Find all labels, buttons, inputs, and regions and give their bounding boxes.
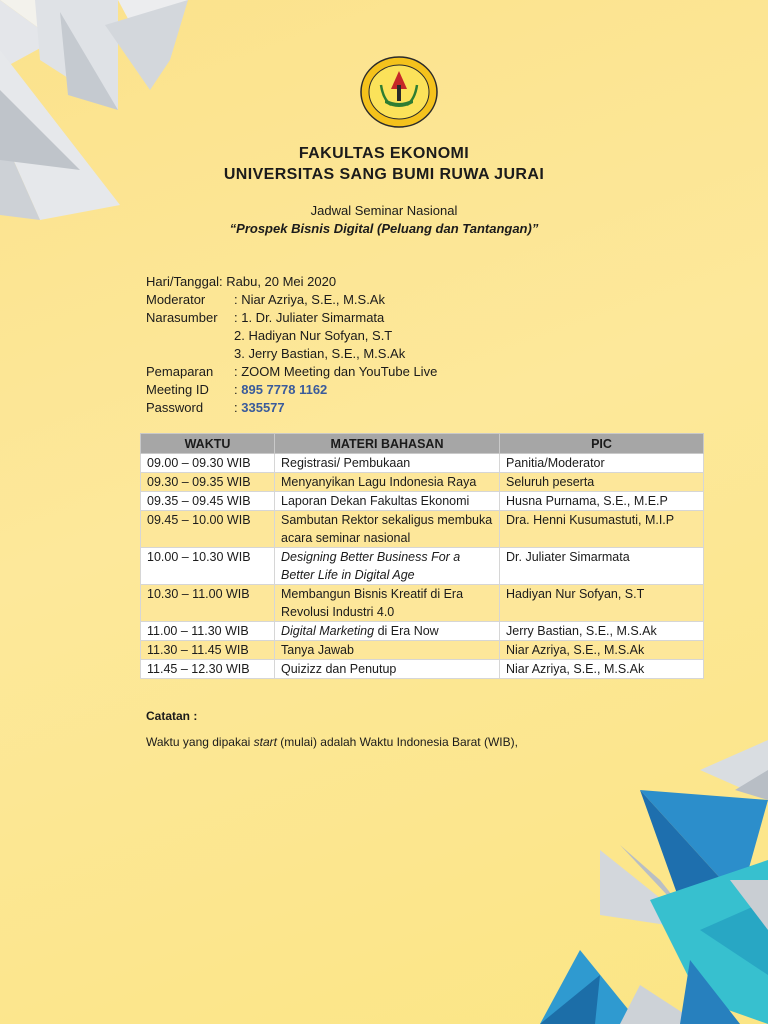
notes-text-after: (mulai) adalah Waktu Indonesia Barat (WIB),	[276, 735, 518, 749]
time-cell: 10.00 – 10.30 WIB	[141, 548, 275, 585]
date-row	[146, 273, 437, 291]
pic-cell: Niar Azriya, S.E., M.S.Ak	[500, 641, 704, 660]
topic-rest: di Era Now	[374, 624, 439, 638]
pic-cell: Husna Purnama, S.E., M.E.P	[500, 492, 704, 511]
topic-cell: Laporan Dekan Fakultas Ekonomi	[275, 492, 500, 511]
table-row	[141, 492, 704, 511]
table-row	[141, 454, 704, 473]
meeting-id-row	[146, 381, 437, 399]
faculty-title: FAKULTAS EKONOMI	[298, 145, 470, 162]
moderator-value: : Niar Azriya, S.E., M.S.Ak	[234, 292, 385, 307]
pic-cell: Panitia/Moderator	[500, 454, 704, 473]
password-label: Password	[146, 400, 204, 415]
speaker-1: : 1. Dr. Juliater Simarmata	[234, 310, 385, 325]
time-cell: 11.00 – 11.30 WIB	[141, 622, 275, 641]
platform-label: Pemaparan	[146, 364, 214, 379]
topic-cell: Membangun Bisnis Kreatif di Era Revolusi Industri 4.0	[275, 585, 500, 622]
table-row	[141, 585, 704, 622]
table-row	[141, 548, 704, 585]
topic-cell: Sambutan Rektor sekaligus membuka acara seminar nasional	[275, 511, 500, 548]
time-cell: 09.45 – 10.00 WIB	[141, 511, 275, 548]
meeting-id-colon: :	[234, 382, 238, 397]
topic-cell: Quizizz dan Penutup	[275, 660, 500, 679]
date-label: Hari/Tanggal:	[146, 274, 223, 289]
password-colon: :	[234, 400, 238, 415]
time-cell: 09.00 – 09.30 WIB	[141, 454, 275, 473]
topic-cell: Designing Better Business For a Better Life in Digital Age	[275, 548, 500, 585]
table-row	[141, 641, 704, 660]
pic-cell: Jerry Bastian, S.E., M.S.Ak	[500, 622, 704, 641]
pic-cell: Dr. Juliater Simarmata	[500, 548, 704, 585]
header-pic: PIC	[500, 434, 704, 454]
time-cell: 10.30 – 11.00 WIB	[141, 585, 275, 622]
pic-cell: Hadiyan Nur Sofyan, S.T	[500, 585, 704, 622]
notes-title: Catatan :	[146, 709, 198, 723]
university-title: UNIVERSITAS SANG BUMI RUWA JURAI	[223, 166, 545, 183]
schedule-table	[140, 433, 704, 679]
date-value: Rabu, 20 Mei 2020	[226, 274, 337, 289]
pic-cell: Dra. Henni Kusumastuti, M.I.P	[500, 511, 704, 548]
table-row	[141, 660, 704, 679]
topic-cell: Registrasi/ Pembukaan	[275, 454, 500, 473]
password-row	[146, 399, 437, 417]
schedule-subtitle: Jadwal Seminar Nasional	[310, 203, 458, 218]
speaker-2: 2. Hadiyan Nur Sofyan, S.T	[234, 328, 393, 343]
topic-cell: Tanya Jawab	[275, 641, 500, 660]
moderator-row	[146, 291, 437, 309]
seminar-theme: “Prospek Bisnis Digital (Peluang dan Tantangan)”	[229, 221, 539, 236]
table-row	[141, 511, 704, 548]
time-cell: 11.30 – 11.45 WIB	[141, 641, 275, 660]
pic-cell: Seluruh peserta	[500, 473, 704, 492]
table-row	[141, 622, 704, 641]
speaker-row	[146, 345, 437, 363]
password-value[interactable]: 335577	[241, 400, 285, 415]
notes-text	[146, 735, 518, 749]
speaker-row	[146, 327, 437, 345]
speakers-label: Narasumber	[146, 310, 218, 325]
moderator-label: Moderator	[146, 292, 206, 307]
time-cell: 11.45 – 12.30 WIB	[141, 660, 275, 679]
meeting-id-label: Meeting ID	[146, 382, 209, 397]
platform-value: : ZOOM Meeting dan YouTube Live	[234, 364, 438, 379]
event-info	[146, 273, 437, 417]
meeting-id-value[interactable]: 895 7778 1162	[241, 382, 328, 397]
topic-cell	[275, 622, 500, 641]
platform-row	[146, 363, 437, 381]
university-seal-logo	[359, 55, 439, 129]
header-materi: MATERI BAHASAN	[275, 434, 500, 454]
topic-italic: Digital Marketing	[281, 624, 375, 638]
notes-text-before: Waktu yang dipakai	[146, 735, 254, 749]
time-cell: 09.35 – 09.45 WIB	[141, 492, 275, 511]
topic-cell: Menyanyikan Lagu Indonesia Raya	[275, 473, 500, 492]
pic-cell: Niar Azriya, S.E., M.S.Ak	[500, 660, 704, 679]
header-waktu: WAKTU	[141, 434, 275, 454]
table-row	[141, 473, 704, 492]
speaker-3: 3. Jerry Bastian, S.E., M.S.Ak	[234, 346, 406, 361]
time-cell: 09.30 – 09.35 WIB	[141, 473, 275, 492]
speaker-row	[146, 309, 437, 327]
notes-text-italic: start	[253, 735, 277, 749]
table-header-row	[141, 434, 704, 454]
